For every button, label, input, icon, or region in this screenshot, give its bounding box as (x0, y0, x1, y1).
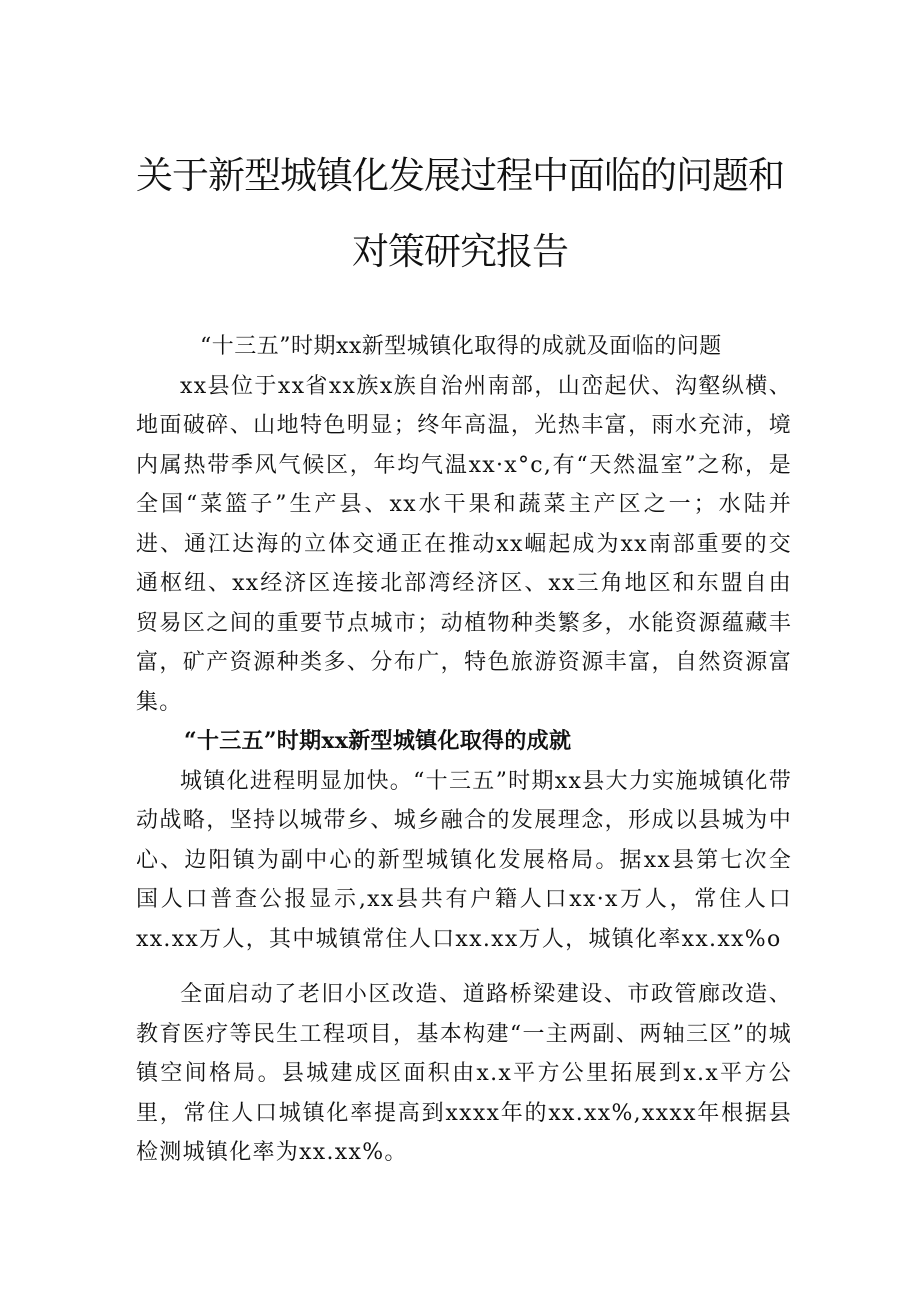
paragraph-projects: 全面启动了老旧小区改造、道路桥梁建设、市政管廊改造、教育医疗等民生工程项目，基本构建“一主两副、两轴三区”的城镇空间格局。县城建成区面积由x.x平方公里拓展到x.x平方公里，常住人口城镇化率提高到xxxx年的xx.xx%,xxxx年根据县检测城镇化率为xx.xx%。 (136, 982, 792, 1165)
paragraph-urbanization: 城镇化进程明显加快。“十三五”时期xx县大力实施城镇化带动战略，坚持以城带乡、城乡融合的发展理念，形成以县城为中心、边阳镇为副中心的新型城镇化发展格局。据xx县第七次全国人口普查公报显示,xx县共有户籍人口xx·x万人，常住人口xx.xx万人，其中城镇常住人口xx.xx万人，城镇化率xx.xx%o (136, 768, 792, 952)
title-line-2: 对策研究报告 (352, 230, 568, 273)
section-heading-1: “十三五”时期xx新型城镇化取得的成就及面临的问题 (200, 334, 722, 359)
title-line-1: 关于新型城镇化发展过程中面临的问题和 (136, 154, 784, 197)
paragraph-location: xx县位于xx省xx族x族自治州南部，山峦起伏、沟壑纵横、地面破碎、山地特色明显；终年高温，光热丰富，雨水充沛，境内属热带季风气候区，年均气温xx·x°c,有“天然温室”之称，是全国“菜篮子”生产县、xx水干果和蔬菜主产区之一；水陆并进、通江达海的立体交通正在推动xx崛起成为xx南部重要的交通枢纽、xx经济区连接北部湾经济区、xx三角地区和东盟自由贸易区之间的重要节点城市；动植物种类繁多，水能资源蕴藏丰富，矿产资源种类多、分布广，特色旅游资源丰富，自然资源富集。 (136, 373, 792, 715)
section-heading-2: “十三五”时期xx新型城镇化取得的成就 (184, 728, 572, 754)
document-title (60, 138, 860, 290)
document-body (136, 327, 792, 1173)
